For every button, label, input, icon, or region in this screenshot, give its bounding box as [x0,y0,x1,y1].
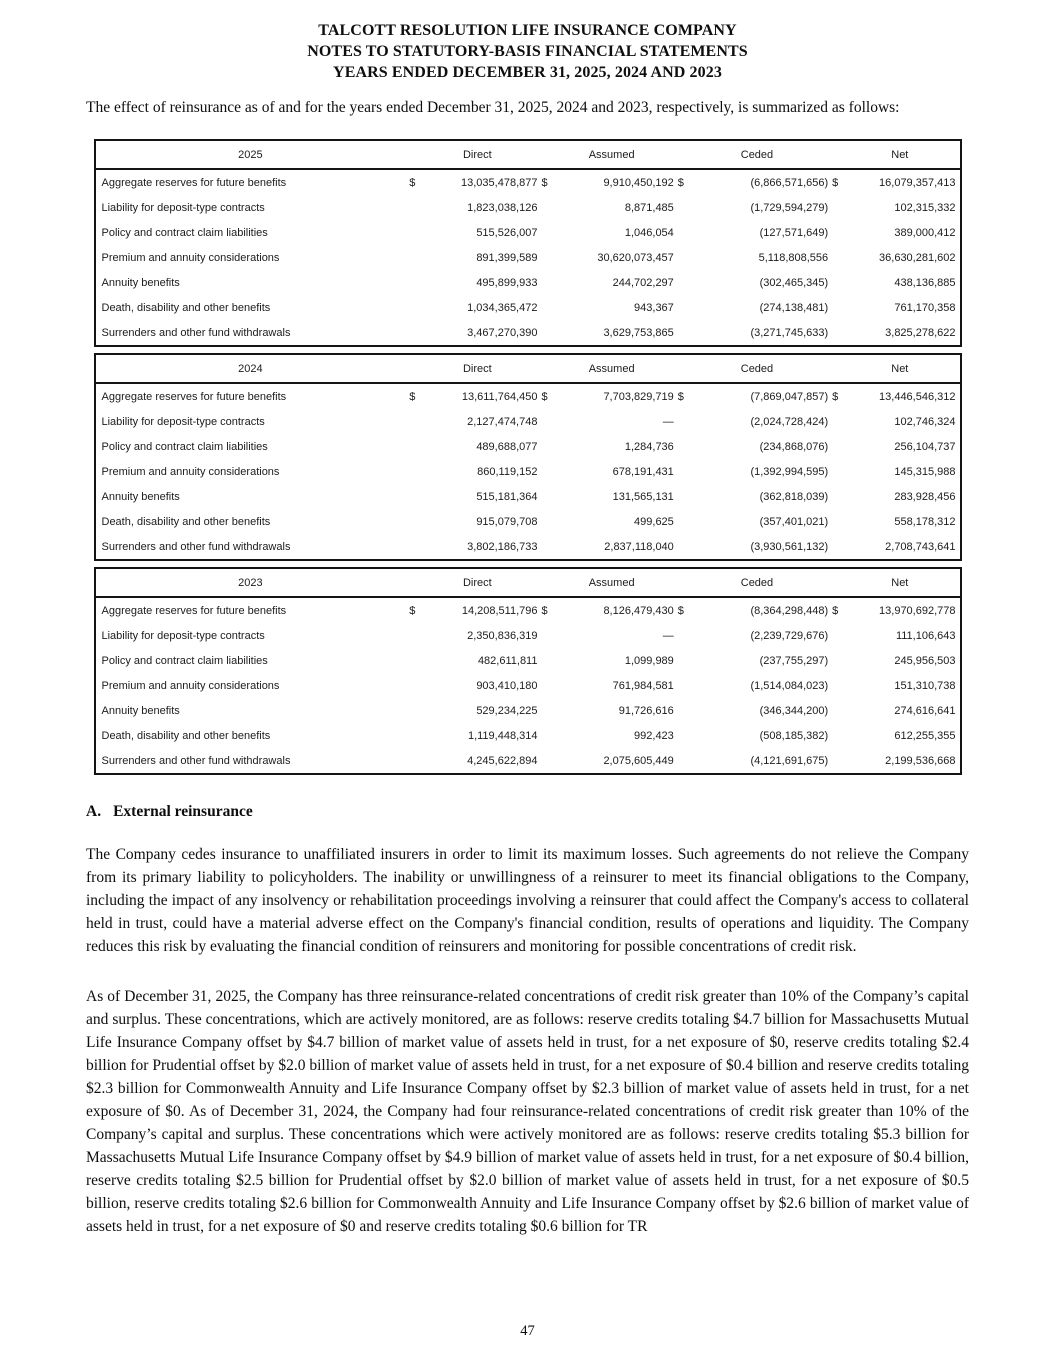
dollar-sign [674,409,692,434]
assumed-value: 1,099,989 [624,654,674,667]
direct-value: 529,234,225 [476,704,538,717]
net-value: 2,708,743,641 [885,540,956,553]
section-letter: A. [86,803,102,820]
direct-value: 903,410,180 [476,679,538,692]
direct-column-header: Direct [405,140,537,169]
ceded-value: (234,868,076) [759,440,829,453]
row-label: Aggregate reserves for future benefits [101,604,287,617]
table-row [95,434,961,459]
dollar-sign [537,220,555,245]
net-value: 438,136,885 [894,276,956,289]
ceded-value: (6,866,571,656) [750,176,829,189]
dollar-sign [828,195,846,220]
row-label: Death, disability and other benefits [101,515,271,528]
row-label: Annuity benefits [101,490,180,503]
net-value: 36,630,281,602 [879,251,956,264]
ceded-value: (7,869,047,857) [750,390,829,403]
dollar-sign [828,534,846,560]
direct-value: 515,181,364 [476,490,538,503]
table-row [95,534,961,560]
dollar-sign [828,409,846,434]
assumed-value: 7,703,829,719 [603,390,674,403]
ceded-value: (274,138,481) [759,301,829,314]
assumed-value: 30,620,073,457 [597,251,674,264]
dollar-sign [674,195,692,220]
dollar-sign: $ [677,390,684,403]
row-label: Aggregate reserves for future benefits [101,176,287,189]
dollar-sign [828,220,846,245]
dollar-sign [674,648,692,673]
assumed-column-header: Assumed [537,568,673,597]
table-row [95,245,961,270]
assumed-value: 761,984,581 [612,679,674,692]
reinsurance-tables [94,139,962,775]
row-label: Premium and annuity considerations [101,251,280,264]
year-header: 2024 [95,354,406,383]
direct-value: 515,526,007 [476,226,538,239]
net-value: 558,178,312 [894,515,956,528]
dollar-sign [674,698,692,723]
table-row [95,648,961,673]
dollar-sign [537,723,555,748]
dollar-sign [828,320,846,346]
table-row [95,509,961,534]
ceded-value: (302,465,345) [759,276,829,289]
direct-value: 3,467,270,390 [467,326,538,339]
dollar-sign: $ [832,604,839,617]
assumed-value: 9,910,450,192 [603,176,674,189]
net-value: 2,199,536,668 [885,754,956,767]
dollar-sign [537,534,555,560]
dollar-sign [405,220,425,245]
dollar-sign: $ [832,390,839,403]
net-column-header: Net [828,568,960,597]
section-heading-external-reinsurance [86,803,969,821]
row-label: Death, disability and other benefits [101,729,271,742]
assumed-column-header: Assumed [537,140,673,169]
dollar-sign [405,623,425,648]
table-row [95,220,961,245]
external-reinsurance-paragraph-2: As of December 31, 2025, the Company has three reinsurance-related concentrations of credit risk greater than 10% of the Company’s capital and surplus. These concentrations, which are actively monitored, are as follows: reserve credits totaling $4.7 billion for Massachusetts Mutual Life Insurance Company offset by $4.7 billion of market value of assets held in trust, for a net exposure of $0, reserve credits totaling $2.4 billion for Prudential offset by $2.0 billion of market value of assets held in trust, for a net exposure of $0.4 billion and reserve credits totaling $2.3 billion for Commonwealth Annuity and Life Insurance Company offset by $2.3 billion of market value of assets held in trust, for a net exposure of $0. As of December 31, 2024, the Company had four reinsurance-related concentrations of credit risk greater than 10% of the Company’s capital and surplus. These concentrations which were actively monitored are as follows: reserve credits totaling $5.3 billion for Massachusetts Mutual Life Insurance Company offset by $4.9 billion of market value of assets held in trust, for a net exposure of $0.4 billion, reserve credits totaling $2.5 billion for Prudential offset by $2.0 billion of market value of assets held in trust, for a net exposure of $0.5 billion, reserve credits totaling $2.6 billion for Commonwealth Annuity and Life Insurance Company offset by $2.6 billion of market value of assets held in trust, for a net exposure of $0 and reserve credits totaling $0.6 billion for TR [86,988,969,1235]
dollar-sign: $ [541,390,548,403]
dollar-sign [537,484,555,509]
table-row [95,195,961,220]
assumed-value: 244,702,297 [612,276,674,289]
direct-value: 915,079,708 [476,515,538,528]
dollar-sign [405,698,425,723]
net-value: 3,825,278,622 [885,326,956,339]
dollar-sign [828,459,846,484]
assumed-value: 1,284,736 [624,440,674,453]
external-reinsurance-paragraph-1: The Company cedes insurance to unaffiliated insurers in order to limit its maximum losses. Such agreements do not relieve the Company from its primary liability to policyholders. The inability or unwillingness of a reinsurer to meet its financial obligations to the Company, including the impact of any insolvency or rehabilitation proceedings involving a reinsurer that could affect the Company's access to collateral held in trust, could have a material adverse effect on the Company's financial condition, results of operations and liquidity. The Company reduces this risk by evaluating the financial condition of reinsurers and monitoring for possible concentrations of credit risk. [86,846,969,955]
intro-paragraph: The effect of reinsurance as of and for the years ended December 31, 2025, 2024 and 2023, respectively, is summarized as follows: [86,99,900,116]
dollar-sign [405,673,425,698]
dollar-sign [405,270,425,295]
dollar-sign [537,245,555,270]
dollar-sign [537,320,555,346]
dollar-sign: $ [409,390,416,403]
dollar-sign [828,623,846,648]
row-label: Annuity benefits [101,704,180,717]
row-label: Policy and contract claim liabilities [101,226,268,239]
row-label: Liability for deposit-type contracts [101,415,265,428]
years-title: YEARS ENDED DECEMBER 31, 2025, 2024 AND 2023 [333,64,722,81]
direct-column-header: Direct [405,354,537,383]
net-value: 102,746,324 [894,415,956,428]
reinsurance-table-2023 [94,567,962,775]
dollar-sign [674,748,692,774]
dollar-sign [405,648,425,673]
table-row [95,295,961,320]
ceded-value: (2,024,728,424) [750,415,829,428]
row-label: Premium and annuity considerations [101,679,280,692]
dollar-sign: $ [541,604,548,617]
assumed-value: 2,837,118,040 [604,540,674,553]
dollar-sign [674,295,692,320]
assumed-value: 8,126,479,430 [603,604,674,617]
assumed-value: 1,046,054 [624,226,674,239]
direct-value: 4,245,622,894 [467,754,538,767]
dollar-sign [405,434,425,459]
assumed-value: 3,629,753,865 [603,326,674,339]
table-row [95,270,961,295]
dollar-sign [674,484,692,509]
direct-value: 3,802,186,733 [467,540,538,553]
table-row [95,383,961,409]
dollar-sign [405,748,425,774]
dollar-sign [828,295,846,320]
ceded-value: (357,401,021) [759,515,829,528]
dollar-sign [674,673,692,698]
net-value: 145,315,988 [894,465,956,478]
dollar-sign [537,648,555,673]
dollar-sign [674,509,692,534]
dollar-sign [405,459,425,484]
table-row [95,484,961,509]
dollar-sign [828,673,846,698]
row-label: Annuity benefits [101,276,180,289]
dollar-sign: $ [832,176,839,189]
dollar-sign [674,320,692,346]
assumed-value: 8,871,485 [624,201,674,214]
dollar-sign [537,434,555,459]
table-row [95,409,961,434]
ceded-value: (4,121,691,675) [750,754,829,767]
ceded-value: (1,729,594,279) [750,201,829,214]
direct-value: 14,208,511,796 [461,604,538,617]
row-label: Death, disability and other benefits [101,301,271,314]
dollar-sign [828,509,846,534]
net-column-header: Net [828,354,960,383]
year-header: 2025 [95,140,406,169]
net-value: 274,616,641 [894,704,956,717]
net-value: 612,255,355 [894,729,956,742]
direct-value: 13,611,764,450 [461,390,538,403]
direct-value: 1,119,448,314 [467,729,538,742]
row-label: Policy and contract claim liabilities [101,440,268,453]
dollar-sign [405,534,425,560]
table-row [95,169,961,195]
ceded-value: (2,239,729,676) [750,629,829,642]
dollar-sign [828,723,846,748]
dollar-sign [405,409,425,434]
net-value: 283,928,456 [894,490,956,503]
direct-value: 482,611,811 [477,654,538,667]
direct-value: 495,899,933 [476,276,538,289]
dollar-sign [674,623,692,648]
ceded-value: (362,818,039) [759,490,829,503]
net-value: 389,000,412 [894,226,956,239]
ceded-column-header: Ceded [674,568,828,597]
table-row [95,723,961,748]
dollar-sign: $ [541,176,548,189]
assumed-column-header: Assumed [537,354,673,383]
row-label: Liability for deposit-type contracts [101,201,265,214]
net-column-header: Net [828,140,960,169]
net-value: 13,970,692,778 [879,604,956,617]
net-value: 111,106,643 [895,629,956,642]
ceded-value: (237,755,297) [759,654,829,667]
net-value: 245,956,503 [894,654,956,667]
table-header-row [95,354,961,383]
net-value: 16,079,357,413 [879,176,956,189]
dollar-sign [405,723,425,748]
table-row [95,698,961,723]
document-title-block [0,0,1055,83]
ceded-value: (1,514,084,023) [750,679,829,692]
dollar-sign [828,748,846,774]
table-row [95,748,961,774]
dollar-sign [537,195,555,220]
section-title: External reinsurance [113,803,253,820]
dollar-sign [405,484,425,509]
ceded-value: (508,185,382) [759,729,829,742]
dollar-sign [537,459,555,484]
dollar-sign: $ [409,604,416,617]
assumed-value: 499,625 [634,515,674,528]
dollar-sign [674,459,692,484]
direct-value: 489,688,077 [476,440,538,453]
dollar-sign: $ [409,176,416,189]
dollar-sign [537,623,555,648]
page-number: 47 [520,1323,535,1339]
assumed-value: 678,191,431 [612,465,674,478]
row-label: Surrenders and other fund withdrawals [101,754,291,767]
dollar-sign [828,698,846,723]
reinsurance-table-2025 [94,139,962,347]
assumed-value: 992,423 [634,729,674,742]
direct-value: 2,350,836,319 [467,629,538,642]
company-name-title: TALCOTT RESOLUTION LIFE INSURANCE COMPANY [318,22,737,39]
direct-value: 2,127,474,748 [467,415,538,428]
direct-value: 1,823,038,126 [467,201,538,214]
notes-title: NOTES TO STATUTORY-BASIS FINANCIAL STATEMENTS [307,43,748,60]
row-label: Liability for deposit-type contracts [101,629,265,642]
dollar-sign [674,534,692,560]
dollar-sign [405,245,425,270]
dollar-sign [537,409,555,434]
table-row [95,597,961,623]
dollar-sign [828,648,846,673]
table-header-row [95,140,961,169]
assumed-value: 91,726,616 [618,704,674,717]
ceded-column-header: Ceded [674,354,828,383]
table-row [95,673,961,698]
dollar-sign [405,295,425,320]
dollar-sign [405,320,425,346]
dollar-sign [674,723,692,748]
dollar-sign [674,220,692,245]
ceded-value: (127,571,649) [759,226,829,239]
net-value: 151,310,738 [894,679,956,692]
assumed-value: 2,075,605,449 [603,754,674,767]
dollar-sign [537,509,555,534]
direct-column-header: Direct [405,568,537,597]
dollar-sign [674,434,692,459]
row-label: Aggregate reserves for future benefits [101,390,287,403]
assumed-value: 131,565,131 [612,490,674,503]
dollar-sign [537,698,555,723]
dollar-sign [405,509,425,534]
dollar-sign: $ [677,176,684,189]
dollar-sign [537,673,555,698]
direct-value: 13,035,478,877 [461,176,538,189]
ceded-value: (1,392,994,595) [750,465,829,478]
year-header: 2023 [95,568,406,597]
dollar-sign [674,270,692,295]
row-label: Policy and contract claim liabilities [101,654,268,667]
dollar-sign [537,270,555,295]
ceded-value: 5,118,808,556 [758,251,829,264]
net-value: 256,104,737 [894,440,956,453]
table-row [95,623,961,648]
dollar-sign: $ [677,604,684,617]
table-row [95,320,961,346]
dollar-sign [828,434,846,459]
row-label: Surrenders and other fund withdrawals [101,540,291,553]
table-row [95,459,961,484]
net-value: 102,315,332 [894,201,956,214]
direct-value: 860,119,152 [477,465,538,478]
ceded-value: (8,364,298,448) [750,604,829,617]
ceded-column-header: Ceded [674,140,828,169]
assumed-value: — [662,415,674,428]
reinsurance-table-2024 [94,353,962,561]
ceded-value: (3,271,745,633) [750,326,829,339]
dollar-sign [828,245,846,270]
dollar-sign [828,270,846,295]
ceded-value: (3,930,561,132) [750,540,829,553]
net-value: 761,170,358 [894,301,956,314]
dollar-sign [828,484,846,509]
dollar-sign [405,195,425,220]
assumed-value: — [662,629,674,642]
row-label: Surrenders and other fund withdrawals [101,326,291,339]
table-header-row [95,568,961,597]
ceded-value: (346,344,200) [759,704,829,717]
assumed-value: 943,367 [634,301,674,314]
dollar-sign [537,295,555,320]
direct-value: 891,399,589 [476,251,538,264]
dollar-sign [674,245,692,270]
dollar-sign [537,748,555,774]
direct-value: 1,034,365,472 [467,301,538,314]
net-value: 13,446,546,312 [879,390,956,403]
row-label: Premium and annuity considerations [101,465,280,478]
